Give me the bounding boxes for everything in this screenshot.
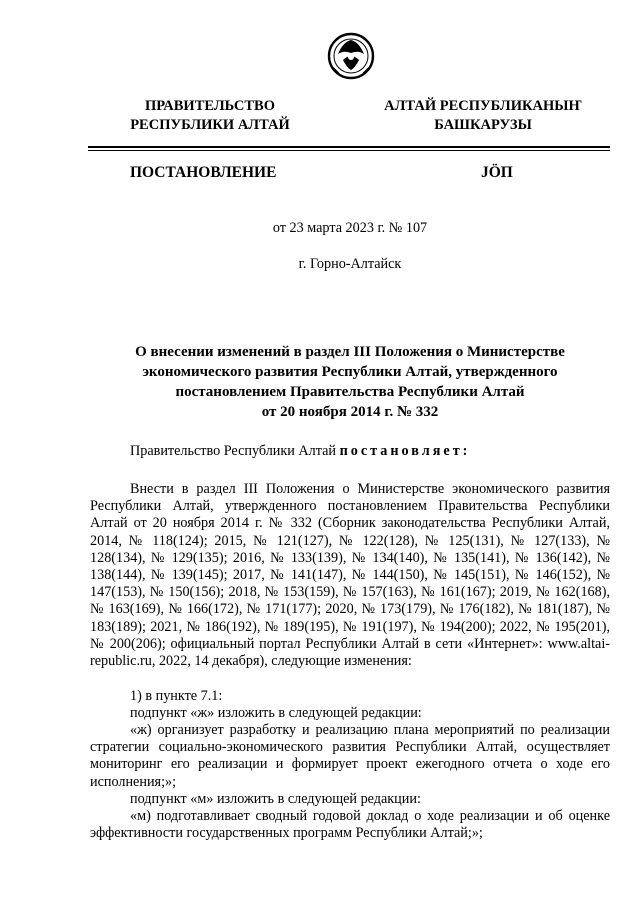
item-1: 1) в пункте 7.1:: [130, 688, 223, 704]
header-left-line1: ПРАВИТЕЛЬСТВО: [145, 98, 275, 114]
subitem-zh-intro: подпункт «ж» изложить в следующей редакции:: [130, 705, 422, 721]
header-left-line2: РЕСПУБЛИКИ АЛТАЙ: [130, 117, 290, 133]
city: г. Горно-Алтайск: [298, 256, 402, 272]
body-paragraph-1: Внести в раздел III Положения о Министерстве экономического развития Республики Алтай, утвержденного постановлением Правительства Республики Алтай от 20 ноября 2014 г. № 332 (Сборник законодательства Республики Алтай, 2014, № 118(124); 2015, № 121(127), № 122(128), № 125(131), № 127(133), № 128(134), № 129(135); 2016, № 133(139), № 134(140), № 135(141), № 136(142), № 138(144), № 139(145); 2017, № 141(147), № 144(150), № 145(151), № 146(152), № 147(153), № 150(156); 2018, № 153(159), № 157(163), № 161(167); 2019, № 162(168), № 163(169), № 166(172), № 171(177); 2020, № 173(179), № 176(182), № 181(187), № 183(189); 2021, № 186(192), № 189(195), № 191(197), № 194(200); 2022, № 195(201), № 200(206); официальный портал Республики Алтай в сети «Интернет»: www.altai-republic.ru, 2022, 14 декабря), следующие изменения:: [90, 481, 610, 670]
decree-line: [130, 443, 470, 460]
header-right-line2: БАШКАРУЗЫ: [434, 117, 532, 133]
title-line-2: экономического развития Республики Алтай, утвержденного: [142, 364, 558, 380]
document-title: [90, 342, 610, 422]
title-line-1: О внесении изменений в раздел III Положения о Министерстве: [135, 344, 565, 360]
subitem-m-text: «м) подготавливает сводный годовой доклад о ходе реализации и об оценке эффективности государственных программ Республики Алтай;»;: [90, 808, 610, 842]
doc-type-right: JӦП: [481, 164, 513, 181]
decree-verb: постановляет:: [339, 443, 471, 459]
coat-of-arms-icon: [327, 30, 375, 82]
subitem-m-intro: подпункт «м» изложить в следующей редакции:: [130, 791, 421, 807]
title-line-3: постановлением Правительства Республики Алтай: [175, 384, 525, 400]
title-line-4: от 20 ноября 2014 г. № 332: [261, 404, 439, 420]
date-line: от 23 марта 2023 г. № 107: [272, 220, 428, 236]
subitem-zh-text: «ж) организует разработку и реализацию плана мероприятий по реализации стратегии социально-экономического развития Республики Алтай, осуществляет мониторинг его реализации и формирует проект ежегодного отчета о ходе его исполнения;»;: [90, 722, 610, 790]
doc-type-left: ПОСТАНОВЛЕНИЕ: [130, 164, 277, 181]
header-right-line1: АЛТАЙ РЕСПУБЛИКАНЫҤ: [384, 98, 582, 114]
header-right: [368, 97, 598, 135]
header-rule-thin: [88, 150, 610, 151]
decree-intro: Правительство Республики Алтай: [130, 443, 337, 459]
coat-of-arms: [327, 30, 375, 82]
header-left: [100, 97, 320, 135]
header-rule-thick: [88, 146, 610, 148]
